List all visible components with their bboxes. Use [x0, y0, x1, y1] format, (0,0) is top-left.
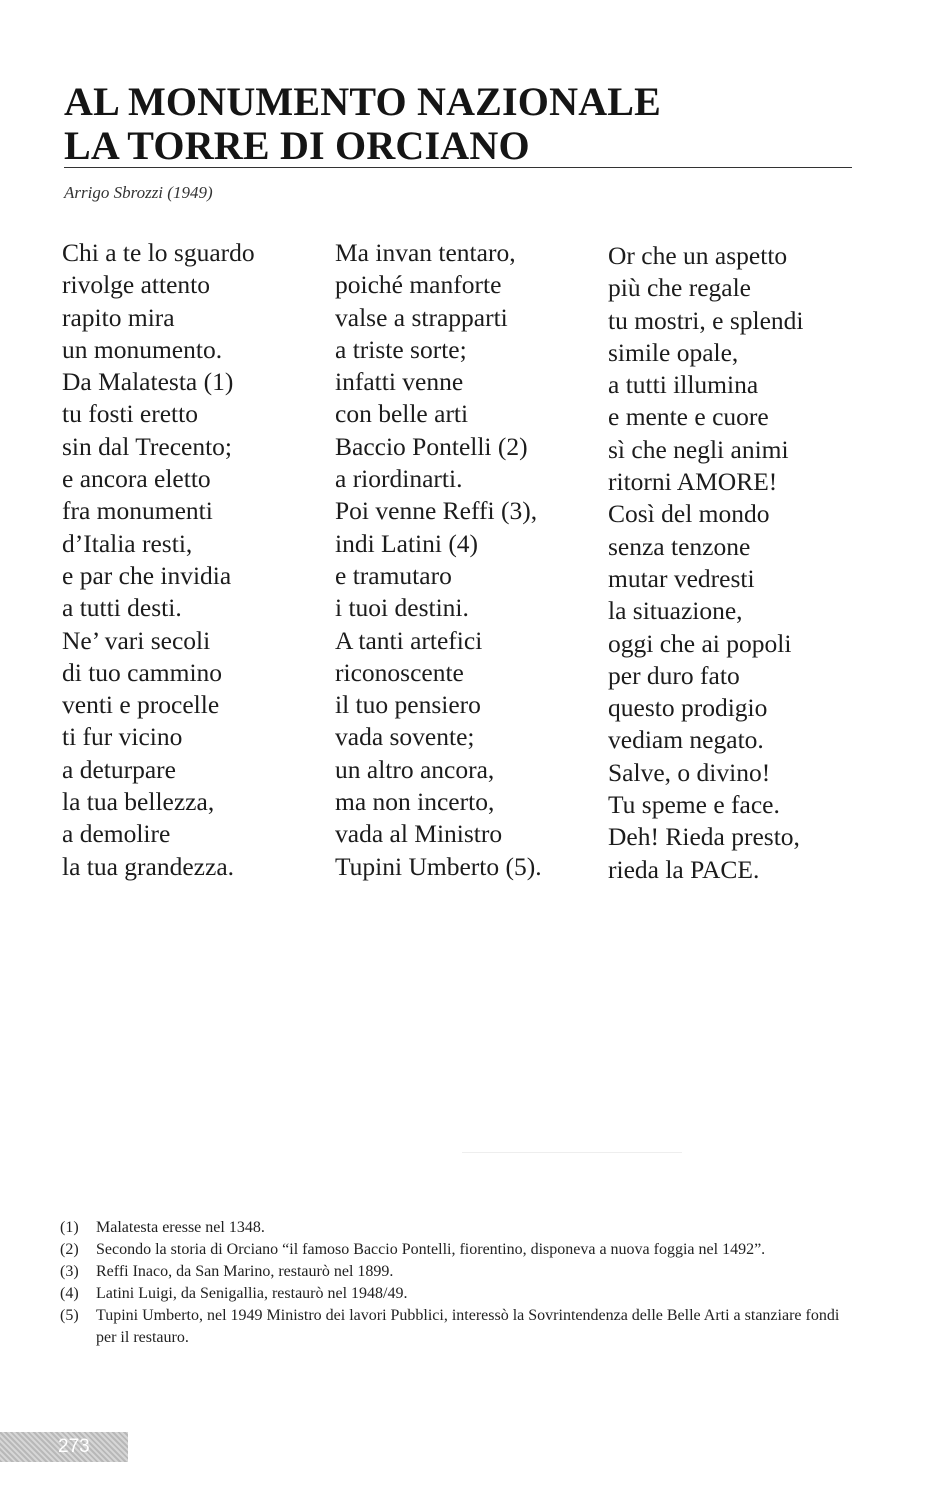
- poem-line: Tupini Umberto (5).: [335, 851, 542, 881]
- footnotes-list: [60, 1217, 850, 1349]
- footnote-text: Reffi Inaco, da San Marino, restaurò nel 1899.: [96, 1263, 394, 1280]
- footnote-number: (3): [60, 1263, 79, 1280]
- footnote-number: (5): [60, 1307, 79, 1324]
- poem-line: Ma invan tentaro,: [335, 238, 516, 267]
- footnote-text: Malatesta eresse nel 1348.: [96, 1219, 265, 1236]
- page-number-tab: [0, 1432, 128, 1462]
- author-byline: Arrigo Sbrozzi (1949): [64, 183, 213, 202]
- poem-column-2: [335, 237, 542, 883]
- poem-line: per duro fato: [608, 660, 740, 690]
- poem-line: indi Latini (4): [335, 528, 479, 558]
- footnote-number: (2): [60, 1241, 79, 1258]
- poem-line: Così del mondo: [608, 499, 770, 529]
- poem-line: valse a strapparti: [335, 302, 508, 332]
- poem-line: il tuo pensiero: [335, 690, 481, 720]
- poem-line: e mente e cuore: [608, 402, 769, 432]
- poem-line: vada al Ministro: [335, 819, 503, 849]
- poem-line: la tua bellezza,: [62, 787, 215, 817]
- poem-column-3: [608, 240, 803, 886]
- poem-line: Da Malatesta (1): [62, 367, 234, 397]
- poem-line: un altro ancora,: [335, 754, 495, 784]
- footnote-number: (4): [60, 1285, 79, 1302]
- poem-line: d’Italia resti,: [62, 528, 193, 558]
- poem-line: ritorni AMORE!: [608, 467, 778, 497]
- poem-line: a triste sorte;: [335, 334, 467, 364]
- footnote-text: Latini Luigi, da Senigallia, restaurò nel 1948/49.: [96, 1285, 408, 1302]
- poem-line: Ne’ vari secoli: [62, 625, 211, 655]
- poem-line: sin dal Trecento;: [62, 431, 232, 461]
- poem-line: riconoscente: [335, 657, 464, 687]
- footnote-number: (1): [60, 1219, 79, 1236]
- poem-line: con belle arti: [335, 399, 469, 429]
- poem-line: a deturpare: [62, 754, 176, 784]
- poem-line: rieda la PACE.: [608, 854, 760, 884]
- page-number: 273: [58, 1436, 90, 1457]
- poem-line: questo prodigio: [608, 693, 768, 723]
- poem-line: Salve, o divino!: [608, 757, 771, 787]
- footnote-text: Secondo la storia di Orciano “il famoso Baccio Pontelli, fiorentino, disponeva a nuova foggia nel 1492”.: [96, 1241, 766, 1258]
- footnote: [60, 1239, 850, 1261]
- title-underline: [64, 167, 852, 168]
- poem-line: rivolge attento: [62, 270, 210, 300]
- title-line-2: LA TORRE DI ORCIANO: [64, 123, 530, 168]
- poem-line: infatti venne: [335, 367, 464, 397]
- poem-line: i tuoi destini.: [335, 593, 469, 623]
- poem-line: a riordinarti.: [335, 464, 463, 494]
- poem-line: A tanti artefici: [335, 625, 483, 655]
- poem-line: ti fur vicino: [62, 722, 183, 752]
- poem-line: Deh! Rieda presto,: [608, 822, 800, 852]
- footnote: [60, 1305, 850, 1349]
- poem-line: a demolire: [62, 819, 171, 849]
- poem-line: venti e procelle: [62, 690, 220, 720]
- poem-line: tu mostri, e splendi: [608, 305, 804, 335]
- poem-line: vada sovente;: [335, 722, 475, 752]
- poem-line: ma non incerto,: [335, 787, 495, 817]
- poem-line: più che regale: [608, 273, 752, 303]
- poem-line: a tutti illumina: [608, 370, 759, 400]
- poem-line: a tutti desti.: [62, 593, 182, 623]
- poem-line: e par che invidia: [62, 560, 232, 590]
- poem-line: Poi venne Reffi (3),: [335, 496, 538, 526]
- poem-line: mutar vedresti: [608, 563, 755, 593]
- footnote-text: Tupini Umberto, nel 1949 Ministro dei lavori Pubblici, interessò la Sovrintendenza delle Belle Arti a stanziare fondi per il restauro.: [96, 1307, 840, 1346]
- poem-line: tu fosti eretto: [62, 399, 198, 429]
- poem-line: di tuo cammino: [62, 657, 223, 687]
- poem-line: e ancora eletto: [62, 464, 211, 494]
- footnote: [60, 1283, 850, 1305]
- poem-line: fra monumenti: [62, 496, 213, 526]
- poem-line: rapito mira: [62, 302, 175, 332]
- poem-line: Baccio Pontelli (2): [335, 431, 528, 461]
- poem-column-1: [62, 237, 255, 883]
- footnote: [60, 1217, 850, 1239]
- poem-line: e tramutaro: [335, 560, 452, 590]
- poem-line: Chi a te lo sguardo: [62, 238, 255, 267]
- poem-line: simile opale,: [608, 337, 739, 367]
- page-title: [64, 80, 844, 168]
- poem-line: Or che un aspetto: [608, 241, 788, 270]
- poem-line: vediam negato.: [608, 725, 764, 755]
- poem-line: un monumento.: [62, 334, 223, 364]
- poem-line: la tua grandezza.: [62, 851, 235, 881]
- poem-line: Tu speme e face.: [608, 790, 780, 820]
- poem-line: poiché manforte: [335, 270, 502, 300]
- title-line-1: AL MONUMENTO NAZIONALE: [64, 79, 662, 124]
- poem-line: senza tenzone: [608, 531, 751, 561]
- footnote: [60, 1261, 850, 1283]
- poem-line: sì che negli animi: [608, 434, 789, 464]
- poem-line: la situazione,: [608, 596, 743, 626]
- faint-divider: [462, 1152, 682, 1153]
- poem-line: oggi che ai popoli: [608, 628, 792, 658]
